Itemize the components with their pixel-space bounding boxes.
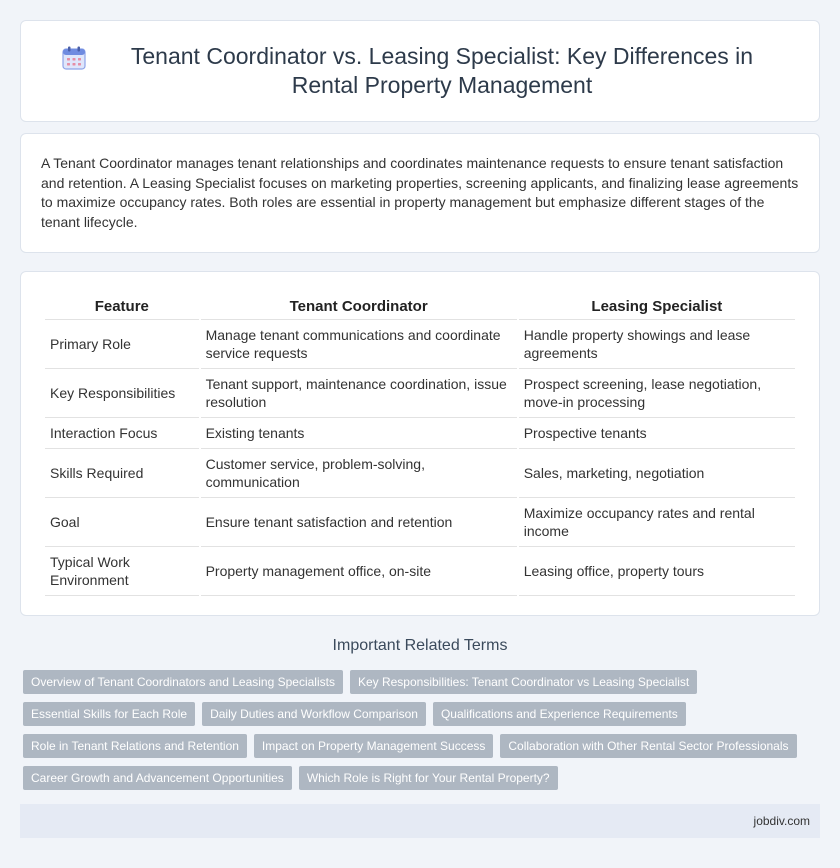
table-row: [45, 547, 795, 596]
feature-cell: Interaction Focus: [45, 418, 199, 449]
feature-cell: Typical Work Environment: [45, 547, 199, 596]
leasing-specialist-cell: Leasing office, property tours: [519, 547, 795, 596]
comparison-table: [43, 294, 797, 596]
feature-cell: Skills Required: [45, 449, 199, 498]
table-row: [45, 418, 795, 449]
header-feature: Feature: [45, 294, 199, 320]
table-header-row: [45, 294, 795, 320]
related-term-tag[interactable]: Overview of Tenant Coordinators and Leasing Specialists: [23, 670, 343, 694]
tenant-coordinator-cell: Manage tenant communications and coordinate service requests: [201, 320, 517, 369]
leasing-specialist-cell: Sales, marketing, negotiation: [519, 449, 795, 498]
related-terms-list: [23, 670, 813, 798]
leasing-specialist-cell: Handle property showings and lease agreements: [519, 320, 795, 369]
title-wrap: [21, 21, 819, 121]
tenant-coordinator-cell: Property management office, on-site: [201, 547, 517, 596]
feature-cell: Goal: [45, 498, 199, 547]
related-terms-heading: Important Related Terms: [332, 637, 508, 654]
footer: [20, 804, 820, 838]
table-row: [45, 369, 795, 418]
leasing-specialist-cell: Prospect screening, lease negotiation, move-in processing: [519, 369, 795, 418]
related-term-tag[interactable]: Essential Skills for Each Role: [23, 702, 195, 726]
related-term-tag[interactable]: Daily Duties and Workflow Comparison: [202, 702, 426, 726]
tenant-coordinator-cell: Existing tenants: [201, 418, 517, 449]
title-card: [20, 20, 820, 122]
related-term-tag[interactable]: Impact on Property Management Success: [254, 734, 493, 758]
related-term-tag[interactable]: Collaboration with Other Rental Sector Professionals: [500, 734, 796, 758]
intro-paragraph: A Tenant Coordinator manages tenant relationships and coordinates maintenance requests to ensure tenant satisfaction and retention. A Leasing Specialist focuses on marketing properties, screening applicants, and finalizing lease agreements to maximize occupancy rates. Both roles are essential in property management but emphasize different stages of the tenant lifecycle.: [41, 155, 799, 230]
related-term-tag[interactable]: Qualifications and Experience Requirements: [433, 702, 686, 726]
feature-cell: Primary Role: [45, 320, 199, 369]
tenant-coordinator-cell: Ensure tenant satisfaction and retention: [201, 498, 517, 547]
related-term-tag[interactable]: Career Growth and Advancement Opportunities: [23, 766, 292, 790]
related-term-tag[interactable]: Which Role is Right for Your Rental Property?: [299, 766, 558, 790]
intro-card: [20, 133, 820, 253]
related-term-tag[interactable]: Role in Tenant Relations and Retention: [23, 734, 247, 758]
leasing-specialist-cell: Maximize occupancy rates and rental income: [519, 498, 795, 547]
feature-cell: Key Responsibilities: [45, 369, 199, 418]
calendar-icon: [61, 45, 87, 71]
page-title: Tenant Coordinator vs. Leasing Specialist: Key Differences in Rental Property Management: [130, 43, 754, 98]
tenant-coordinator-cell: Customer service, problem-solving, communication: [201, 449, 517, 498]
footer-site-link[interactable]: jobdiv.com: [753, 814, 810, 828]
table-row: [45, 498, 795, 547]
leasing-specialist-cell: Prospective tenants: [519, 418, 795, 449]
header-leasing-specialist: Leasing Specialist: [519, 294, 795, 320]
header-tenant-coordinator: Tenant Coordinator: [201, 294, 517, 320]
table-row: [45, 320, 795, 369]
related-term-tag[interactable]: Key Responsibilities: Tenant Coordinator vs Leasing Specialist: [350, 670, 697, 694]
comparison-table-card: [20, 271, 820, 616]
table-row: [45, 449, 795, 498]
tenant-coordinator-cell: Tenant support, maintenance coordination, issue resolution: [201, 369, 517, 418]
